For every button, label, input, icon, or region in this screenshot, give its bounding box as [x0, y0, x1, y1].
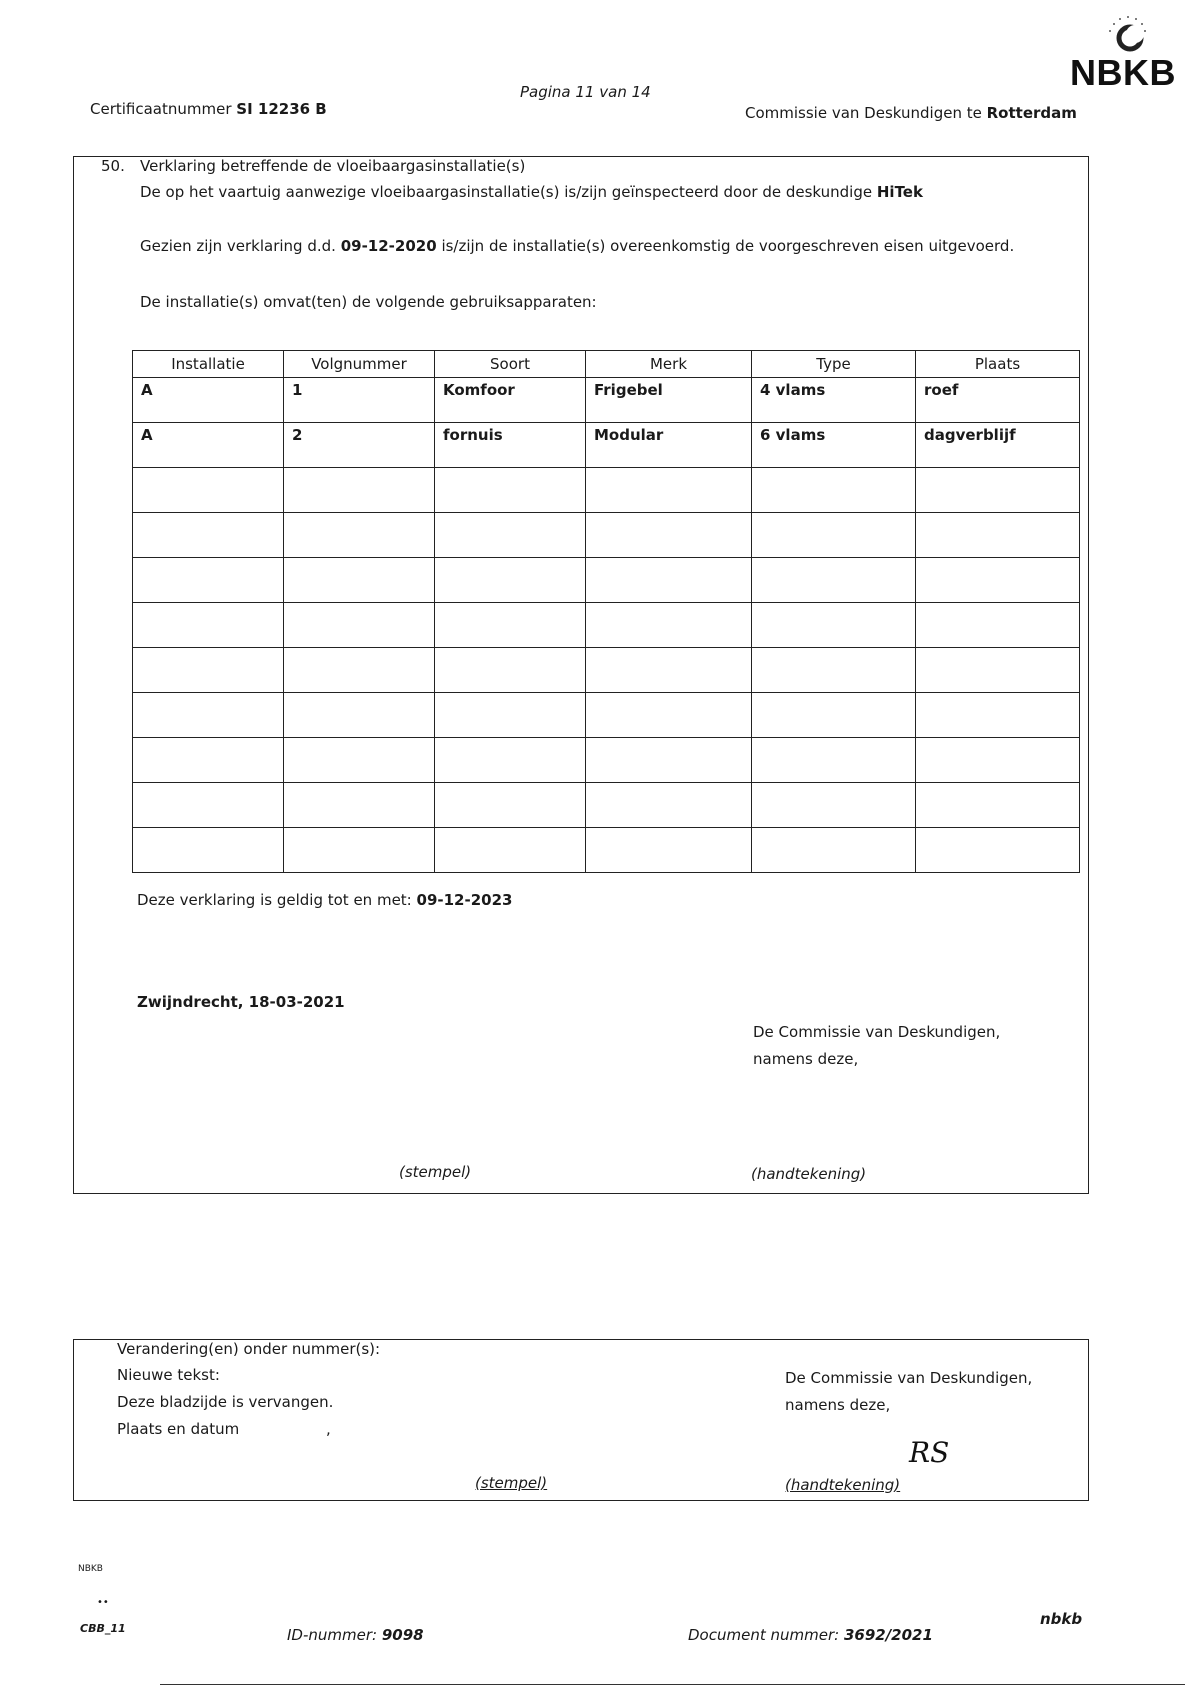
- table-cell: [916, 828, 1080, 873]
- table-cell: [435, 783, 586, 828]
- table-row: [133, 738, 1080, 783]
- table-cell: [133, 783, 284, 828]
- table-row: [133, 468, 1080, 513]
- table-cell: Frigebel: [586, 378, 752, 423]
- table-row: [133, 648, 1080, 693]
- table-cell: A: [133, 423, 284, 468]
- column-header: Merk: [586, 351, 752, 378]
- table-cell: roef: [916, 378, 1080, 423]
- table-cell: [133, 648, 284, 693]
- table-cell: [586, 693, 752, 738]
- change-stamp-label: (stempel): [475, 1474, 548, 1492]
- column-header: Installatie: [133, 351, 284, 378]
- table-cell: [284, 738, 435, 783]
- commission-label: Commissie van Deskundigen te: [745, 104, 982, 122]
- table-cell: [284, 783, 435, 828]
- change-commission-title: De Commissie van Deskundigen,: [785, 1369, 1033, 1387]
- footer-brand: nbkb: [1040, 1610, 1083, 1628]
- table-cell: [133, 558, 284, 603]
- table-cell: [435, 738, 586, 783]
- footer-id-number: [287, 1626, 424, 1644]
- table-cell: [133, 513, 284, 558]
- inspector-name: HiTek: [876, 183, 923, 201]
- table-cell: 4 vlams: [752, 378, 916, 423]
- table-cell: [586, 783, 752, 828]
- changes-numbers-label: Verandering(en) onder nummer(s):: [117, 1340, 381, 1358]
- document-value: 3692/2021: [843, 1626, 933, 1644]
- footer-rule: [160, 1684, 1185, 1685]
- id-value: 9098: [381, 1626, 424, 1644]
- brand-logo: NBKB: [1070, 52, 1176, 93]
- table-cell: [435, 468, 586, 513]
- declaration-date: 09-12-2020: [340, 237, 437, 255]
- table-cell: dagverblijf: [916, 423, 1080, 468]
- certificate-number-line: [90, 100, 327, 118]
- certificate-number: SI 12236 B: [236, 100, 327, 118]
- table-cell: [284, 693, 435, 738]
- place-and-date: Zwijndrecht, 18-03-2021: [137, 993, 345, 1011]
- declaration-prefix: Gezien zijn verklaring d.d.: [140, 237, 336, 255]
- table-row: [133, 783, 1080, 828]
- table-cell: [133, 603, 284, 648]
- table-cell: [752, 513, 916, 558]
- table-cell: [435, 648, 586, 693]
- place-date-separator: ,: [326, 1420, 331, 1438]
- table-cell: [586, 828, 752, 873]
- form-code: CBB_11: [80, 1622, 126, 1635]
- table-cell: [284, 558, 435, 603]
- appliances-intro: De installatie(s) omvat(ten) de volgende gebruiksapparaten:: [140, 293, 597, 311]
- table-cell: [133, 693, 284, 738]
- table-cell: [916, 648, 1080, 693]
- table-body: [133, 378, 1080, 873]
- table-row: [133, 378, 1080, 423]
- table-cell: [435, 693, 586, 738]
- stamp-label: (stempel): [399, 1163, 472, 1181]
- table-row: [133, 558, 1080, 603]
- table-cell: [752, 558, 916, 603]
- table-cell: [916, 693, 1080, 738]
- declaration-statement: [140, 237, 1014, 255]
- table-cell: fornuis: [435, 423, 586, 468]
- table-row: [133, 693, 1080, 738]
- declaration-suffix: is/zijn de installatie(s) overeenkomstig de voorgeschreven eisen uitgevoerd.: [441, 237, 1015, 255]
- table-cell: [586, 738, 752, 783]
- table-cell: [284, 828, 435, 873]
- table-cell: [586, 468, 752, 513]
- table-cell: [916, 468, 1080, 513]
- table-cell: [752, 468, 916, 513]
- table-cell: [435, 558, 586, 603]
- table-cell: [916, 783, 1080, 828]
- table-cell: [752, 603, 916, 648]
- inspection-statement: [140, 183, 923, 201]
- table-cell: Modular: [586, 423, 752, 468]
- table-cell: [284, 513, 435, 558]
- table-cell: [916, 513, 1080, 558]
- footer-mark: ••: [97, 1597, 109, 1608]
- column-header: Plaats: [916, 351, 1080, 378]
- signature-initials: RS: [909, 1436, 950, 1469]
- column-header: Volgnummer: [284, 351, 435, 378]
- table-cell: 6 vlams: [752, 423, 916, 468]
- column-header: Type: [752, 351, 916, 378]
- table-cell: 2: [284, 423, 435, 468]
- change-on-behalf-label: namens deze,: [785, 1396, 891, 1414]
- table-row: [133, 513, 1080, 558]
- table-cell: [752, 828, 916, 873]
- table-cell: [752, 693, 916, 738]
- change-signature-label: (handtekening): [785, 1476, 901, 1494]
- table-cell: [284, 468, 435, 513]
- table-row: [133, 828, 1080, 873]
- appliance-table: [132, 350, 1080, 873]
- table-header-row: [133, 351, 1080, 378]
- table-cell: [284, 648, 435, 693]
- table-cell: [916, 738, 1080, 783]
- table-cell: [435, 603, 586, 648]
- table-cell: [133, 828, 284, 873]
- footer-document-number: [688, 1626, 933, 1644]
- table-cell: 1: [284, 378, 435, 423]
- page-indicator: Pagina 11 van 14: [520, 83, 651, 101]
- table-cell: [133, 738, 284, 783]
- column-header: Soort: [435, 351, 586, 378]
- table-cell: [916, 603, 1080, 648]
- id-label: ID-nummer:: [287, 1626, 378, 1644]
- table-cell: [586, 648, 752, 693]
- validity-statement: [137, 891, 512, 909]
- table-cell: [435, 828, 586, 873]
- table-cell: [752, 783, 916, 828]
- on-behalf-label: namens deze,: [753, 1050, 859, 1068]
- validity-date: 09-12-2023: [416, 891, 513, 909]
- page-replaced-note: Deze bladzijde is vervangen.: [117, 1393, 334, 1411]
- table-cell: [133, 468, 284, 513]
- table-row: [133, 603, 1080, 648]
- new-text-label: Nieuwe tekst:: [117, 1366, 220, 1384]
- table-cell: [435, 513, 586, 558]
- table-cell: [586, 603, 752, 648]
- certificate-label: Certificaatnummer: [90, 100, 232, 118]
- footer-small-brand: NBKB: [78, 1564, 103, 1574]
- commission-city: Rotterdam: [986, 104, 1077, 122]
- table-cell: Komfoor: [435, 378, 586, 423]
- table-cell: [586, 513, 752, 558]
- section-title: Verklaring betreffende de vloeibaargasinstallatie(s): [140, 157, 526, 175]
- commission-signature-title: De Commissie van Deskundigen,: [753, 1023, 1001, 1041]
- validity-label: Deze verklaring is geldig tot en met:: [137, 891, 412, 909]
- inspection-text: De op het vaartuig aanwezige vloeibaargasinstallatie(s) is/zijn geïnspecteerd door de deskundige: [140, 183, 873, 201]
- table-cell: A: [133, 378, 284, 423]
- table-cell: [586, 558, 752, 603]
- section-number: 50.: [101, 157, 125, 175]
- place-date-label: Plaats en datum: [117, 1420, 240, 1438]
- table-cell: [752, 738, 916, 783]
- change-record-box: [73, 1339, 1089, 1501]
- table-row: [133, 423, 1080, 468]
- commission-line: [745, 104, 1077, 122]
- signature-label: (handtekening): [751, 1165, 867, 1183]
- table-cell: [916, 558, 1080, 603]
- document-label: Document nummer:: [688, 1626, 840, 1644]
- table-cell: [284, 603, 435, 648]
- table-cell: [752, 648, 916, 693]
